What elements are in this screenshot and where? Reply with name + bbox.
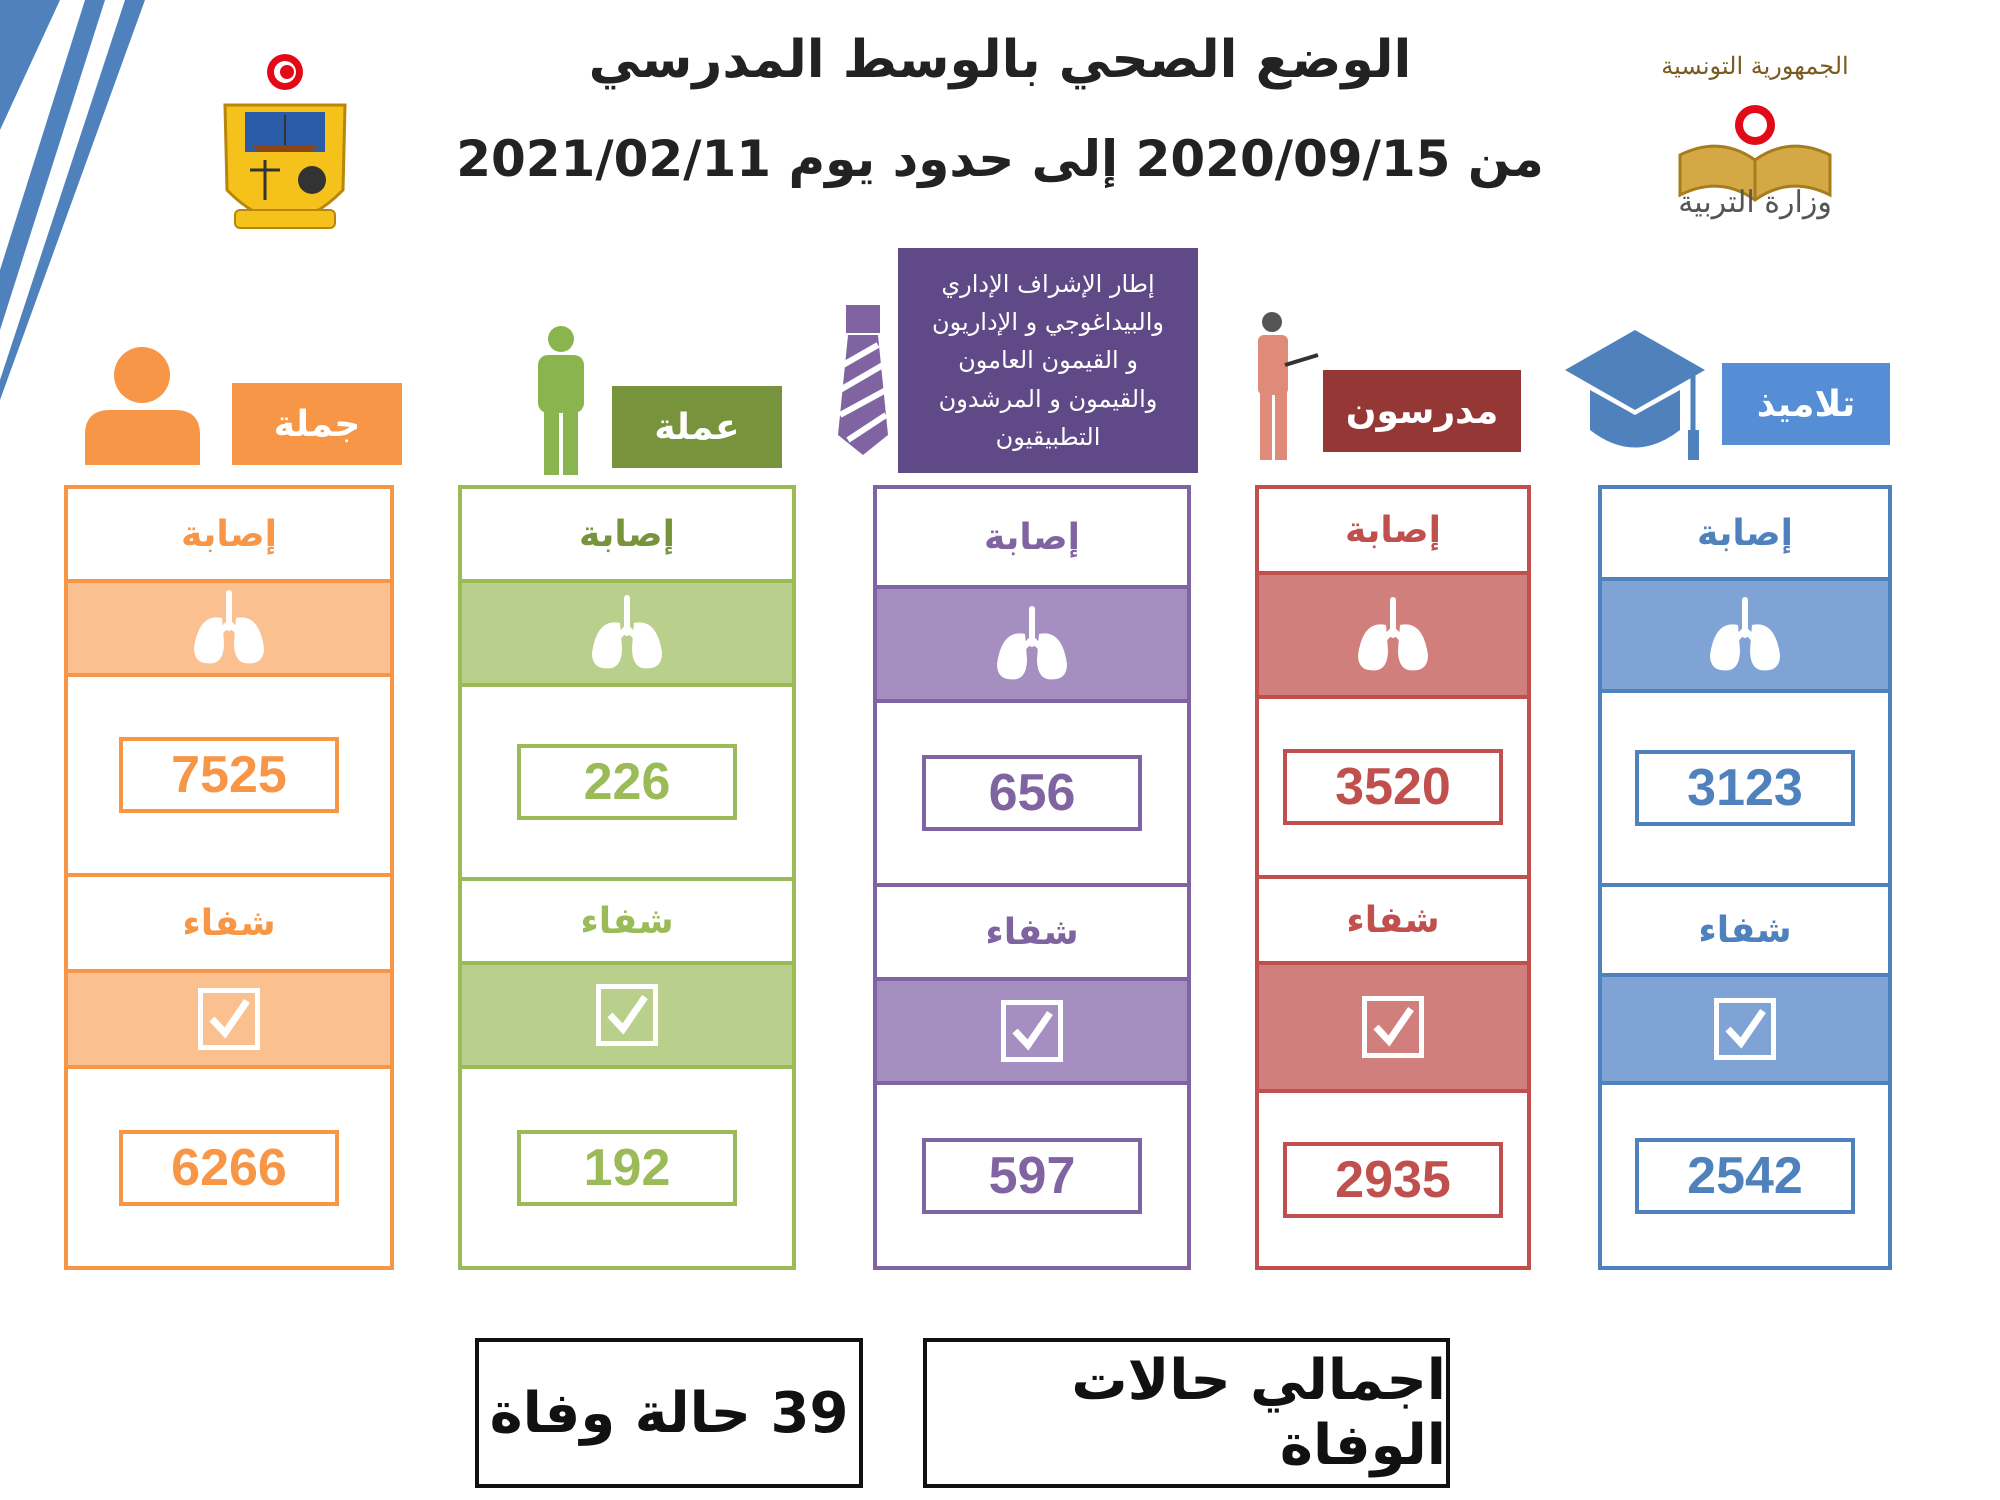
infections-label: إصابة [1345, 509, 1441, 551]
recoveries-value-row [877, 1085, 1187, 1266]
recoveries-label: شفاء [580, 900, 674, 942]
lungs-band [877, 589, 1187, 699]
graduation-cap-icon [1565, 330, 1705, 465]
ministry-top-text: الجمهورية التونسية [1661, 52, 1849, 80]
lungs-icon [587, 593, 667, 673]
infections-count: 7525 [119, 737, 339, 813]
category-label-students: تلاميذ [1722, 363, 1890, 445]
tunisia-emblem-logo [215, 50, 355, 250]
category-label-total: جملة [232, 383, 402, 465]
staff-label-line: والقيمون و المرشدون [938, 384, 1158, 413]
stats-column-workers [458, 485, 796, 1270]
lungs-band [1602, 581, 1888, 689]
infections-label: إصابة [579, 513, 675, 555]
infections-count: 3123 [1635, 750, 1855, 826]
lungs-band [1259, 575, 1527, 695]
lungs-band [462, 583, 792, 683]
recoveries-label: شفاء [1698, 909, 1792, 951]
necktie-icon [838, 305, 888, 455]
recoveries-count: 2935 [1283, 1142, 1503, 1218]
infections-value-row [68, 677, 390, 873]
check-band [1602, 977, 1888, 1081]
standing-person-icon [530, 325, 592, 475]
page-subtitle: من 2020/09/15 إلى حدود يوم 2021/02/11 [456, 130, 1544, 188]
ministry-bottom-text: وزارة التربية [1678, 185, 1832, 220]
lungs-icon [992, 604, 1072, 684]
lungs-band [68, 583, 390, 673]
infections-value-row [462, 687, 792, 877]
staff-label-line: و القيمون العامون [958, 346, 1138, 375]
infections-count: 226 [517, 744, 737, 820]
lungs-icon [1705, 595, 1785, 675]
lungs-icon [1353, 595, 1433, 675]
recoveries-label: شفاء [1346, 899, 1440, 941]
category-label-staff [898, 248, 1198, 473]
page-title: الوضع الصحي بالوسط المدرسي [588, 30, 1412, 90]
checkmark-icon [198, 988, 260, 1050]
recoveries-value-row [462, 1069, 792, 1266]
recoveries-count: 597 [922, 1138, 1142, 1214]
recoveries-label: شفاء [182, 902, 276, 944]
infections-label: إصابة [984, 516, 1080, 558]
staff-label-line: التطبيقيون [995, 423, 1101, 452]
infections-value-row [1259, 699, 1527, 875]
deaths-label: اجمالي حالات الوفاة [923, 1338, 1450, 1488]
check-band [1259, 965, 1527, 1089]
infections-count: 3520 [1283, 749, 1503, 825]
deaths-value: 39 حالة وفاة [475, 1338, 863, 1488]
check-band [68, 973, 390, 1065]
recoveries-count: 192 [517, 1130, 737, 1206]
recoveries-value-row [1259, 1093, 1527, 1266]
check-band [877, 981, 1187, 1081]
check-band [462, 965, 792, 1065]
decorative-stripes [0, 0, 160, 400]
recoveries-value-row [1602, 1085, 1888, 1266]
recoveries-value-row [68, 1069, 390, 1266]
person-icon [80, 345, 205, 465]
category-label-workers: عملة [612, 386, 782, 468]
staff-label-line: والبيداغوجي و الإداريون [932, 307, 1164, 336]
stats-column-students [1598, 485, 1892, 1270]
lungs-icon [189, 588, 269, 668]
stats-column-teachers [1255, 485, 1531, 1270]
infections-value-row [1602, 693, 1888, 883]
infections-value-row [877, 703, 1187, 883]
checkmark-icon [1362, 996, 1424, 1058]
checkmark-icon [596, 984, 658, 1046]
recoveries-count: 6266 [119, 1130, 339, 1206]
stats-column-total [64, 485, 394, 1270]
stats-column-staff [873, 485, 1191, 1270]
checkmark-icon [1001, 1000, 1063, 1062]
infections-label: إصابة [1697, 512, 1793, 554]
recoveries-label: شفاء [985, 911, 1079, 953]
recoveries-count: 2542 [1635, 1138, 1855, 1214]
checkmark-icon [1714, 998, 1776, 1060]
staff-label-line: إطار الإشراف الإداري [941, 269, 1155, 298]
category-label-teachers: مدرسون [1323, 370, 1521, 452]
infections-count: 656 [922, 755, 1142, 831]
teacher-icon [1250, 310, 1320, 460]
infections-label: إصابة [181, 513, 277, 555]
